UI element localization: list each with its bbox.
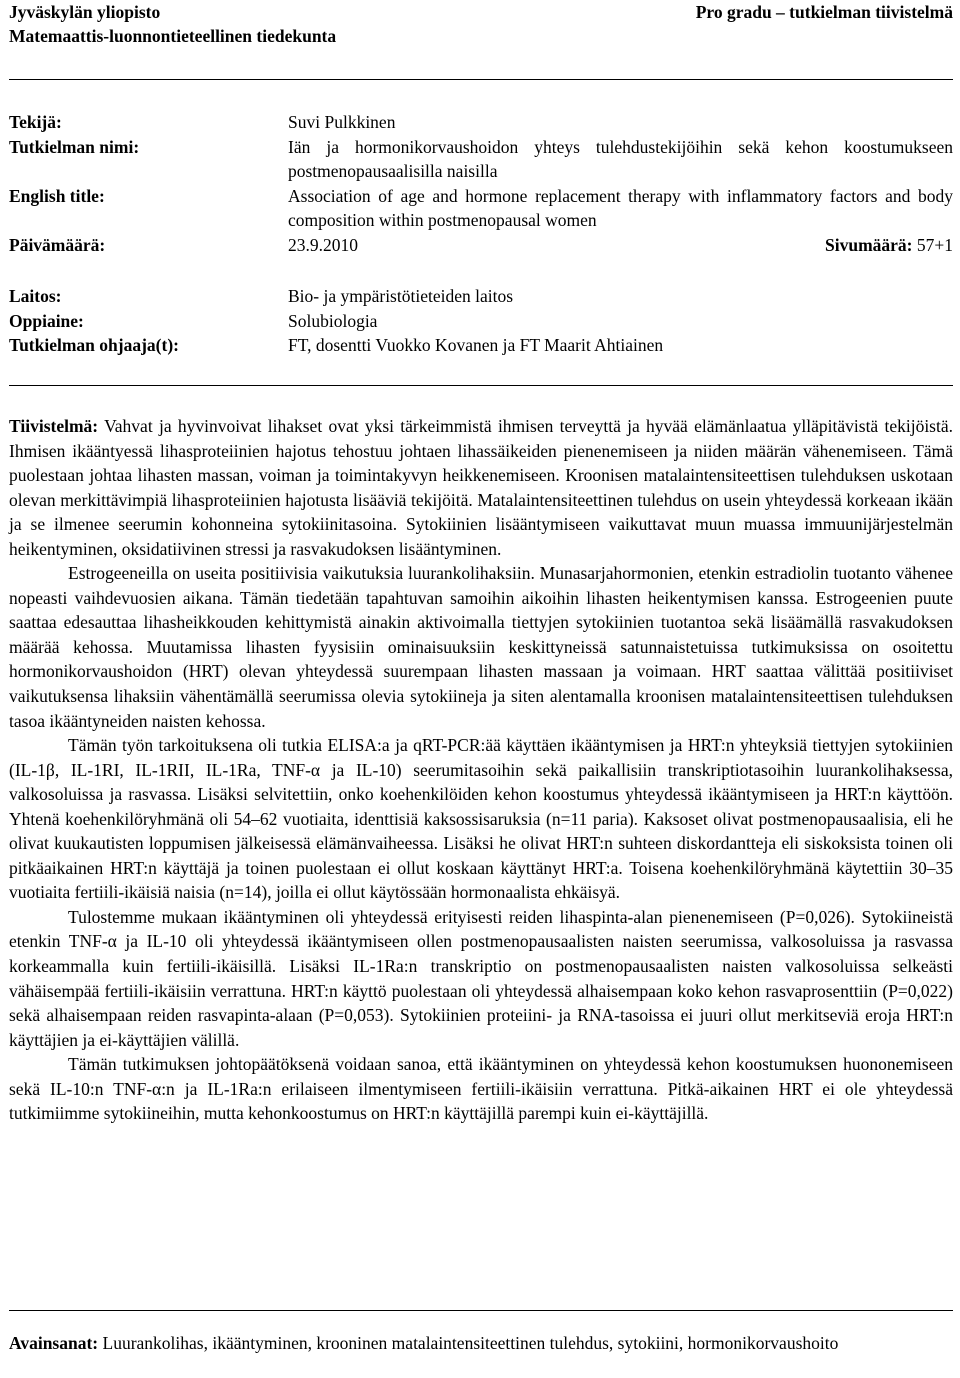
author-name: Suvi Pulkkinen <box>288 112 396 132</box>
abstract-paragraph-3: Tämän työn tarkoituksena oli tutkia ELISA:a ja qRT-PCR:ää käyttäen ikääntymisen ja HRT:n yhteyksiä tiettyjen sytokiinien (IL-1β, IL-1RI, IL-1RII, IL-1Ra, TNF-α ja IL-10) seerumitasoihin sekä paikallisiin transkriptiotasoihin luurankolihaksessa, valkosoluissa ja rasvassa. Lisäksi selvitettiin, onko koehenkilöiden kehon koostumus yhteydessä ikääntymiseen ja HRT:n käyttöön. Yhtenä koehenkilöryhmänä oli 54–62 vuotiaita, identtisiä kaksossisaruksia (n=11 paria). Kaksoset olivat postmenopausaalisia, eli he olivat kuukautisten loppumisen jälkeisessä elämänvaiheessa. Lisäksi he olivat HRT:n suhteen diskordantteja eli siskoksista toinen oli pitkäaikainen HRT:n käyttäjä ja toinen puolestaan ei ollut koskaan käyttänyt HRT:a. Toisena koehenkilöryhmänä käytettiin 30–35 vuotiaita fertiili-ikäisiä naisia (n=14), joilla ei ollut käytössään hormonaalista ehkäisyä. <box>9 735 953 903</box>
date-row <box>9 233 953 258</box>
department-row <box>9 284 953 309</box>
supervisor-row <box>9 333 953 358</box>
bottom-divider <box>9 1310 953 1311</box>
author-row <box>9 110 953 135</box>
page-count <box>825 233 953 258</box>
subject-value: Solubiologia <box>288 310 378 331</box>
thesis-title: Iän ja hormonikorvaushoidon yhteys tulehdustekijöihin sekä kehon koostumukseen postmenopausaalisilla naisilla <box>288 136 953 182</box>
abstract-paragraph-5: Tämän tutkimuksen johtopäätöksenä voidaan sanoa, että ikääntyminen on yhteydessä kehon koostumuksen huononemiseen sekä IL-10:n TNF-α:n ja IL-1Ra:n erilaiseen ilmentymiseen fertiili-ikäisiin verrattuna. Pitkä-aikainen HRT ei ole yhteydessä tutkimiimme sytokiineihin, mutta kehonkoostumus on HRT:n käyttäjillä parempi kuin ei-käyttäjillä. <box>9 1054 953 1124</box>
department-label: Laitos: <box>9 286 62 306</box>
date-value: 23.9.2010 <box>288 234 358 255</box>
document-type: Pro gradu – tutkielman tiivistelmä <box>695 2 953 22</box>
middle-divider <box>9 385 953 386</box>
date-label: Päivämäärä: <box>9 234 106 255</box>
department-info <box>9 284 953 358</box>
page-count-value: 57+1 <box>916 234 953 255</box>
author-label: Tekijä: <box>9 112 62 132</box>
english-title-row <box>9 184 953 233</box>
abstract-label: Tiivistelmä: <box>9 416 99 436</box>
faculty-name: Matemaattis-luonnontieteellinen tiedekunta <box>9 26 337 46</box>
english-title: Association of age and hormone replacement therapy with inflammatory factors and body composition within postmenopausal women <box>288 185 953 231</box>
abstract-paragraph-2: Estrogeeneilla on useita positiivisia vaikutuksia luurankolihaksiin. Munasarjahormonien, etenkin estradiolin tuotanto vähenee nopeasti vaihdevuosien aikana. Tämän tiedetään tapahtuvan samoihin aikoihin lihasten heikentymisen kanssa. Estrogeenien puute saattaa edesauttaa lihasheikkouden kehittymistä ainakin aktivoimalla tiettyjen sytokiinien tuotantoa sekä lisäämällä rasvakudoksen määrää kehossa. Muutamissa lihasten fyysisiin ominaisuuksiin keskittyneissä satunnaistetuissa tutkimuksissa on osoitettu hormonikorvaushoidon (HRT) olevan yhteydessä suurempaan lihasten massaan ja voimaan. HRT saattaa välittää positiiviset vaikutuksensa lihaksiin vähentämällä seerumissa olevia sytokiineja ja siten alentamalla kroonisen matalaintensiteettisen tulehduksen tasoa ikääntyneiden naisten kehossa. <box>9 563 953 731</box>
abstract-paragraph-4: Tulostemme mukaan ikääntyminen oli yhteydessä erityisesti reiden lihaspinta-alan pienenemiseen (P=0,026). Sytokiineistä etenkin TNF-α ja IL-10 oli yhteydessä ikääntymiseen ollen postmenopausaalisten naisten seerumissa, valkosoluissa ja rasvassa korkeammalla kuin fertiili-ikäisillä. Lisäksi IL-1Ra:n transkriptio on postmenopausaalisten naisten valkosoluissa selkeästi vähäisempää fertiili-ikäisiin verrattuna. HRT:n käyttö puolestaan oli yhteydessä alhaisempaan koko kehon rasvaprosenttiin (P=0,022) sekä alhaisempaan reiden rasvapinta-alaan (P=0,053). Sytokiinien proteiini- ja RNA-tasoissa ei juuri ollut merkitseviä eroja HRT:n käyttäjien ja ei-käyttäjien välillä. <box>9 906 953 1050</box>
subject-row <box>9 309 953 334</box>
thesis-abstract-page <box>9 0 953 1353</box>
title-label: Tutkielman nimi: <box>9 136 140 157</box>
thesis-info <box>9 110 953 258</box>
university-name: Jyväskylän yliopisto <box>9 2 161 22</box>
supervisor-value: FT, dosentti Vuokko Kovanen ja FT Maarit Ahtiainen <box>288 335 664 356</box>
keywords-value: Luurankolihas, ikääntyminen, krooninen matalaintensiteettinen tulehdus, sytokiini, hormonikorvaushoito <box>102 1333 839 1353</box>
abstract-paragraph <box>9 414 953 561</box>
abstract-section <box>9 414 953 1126</box>
keywords-section <box>9 1331 953 1356</box>
abstract-paragraph-1: Vahvat ja hyvinvoivat lihakset ovat yksi tärkeimmistä ihmisen terveyttä ja hyvää elämänlaatua ylläpitävistä tekijöistä. Ihmisen ikääntyessä lihasproteiinien hajotus tehostuu johtaen lihassäikeiden pienenemiseen ja niiden määrän vähenemiseen. Tämä puolestaan johtaa lihasten massan, voiman ja toimintakyvyn heikkenemiseen. Kroonisen matalaintensiteettisen tulehduksen uskotaan olevan merkittävimpiä lihasproteiinien hajotusta lisääviä tekijöitä. Matalaintensiteettinen tulehdus on usein yhteydessä korkeaan ikään ja se ilmenee seerumin kohonneina sytokiinitasoina. Sytokiinien lisääntymiseen vaikuttavat muun muassa immuunijärjestelmän heikentyminen, oksidatiivinen stressi ja rasvakudoksen lisääntyminen. <box>9 416 953 559</box>
top-divider <box>9 79 953 80</box>
title-row <box>9 135 953 184</box>
page-header <box>9 0 953 60</box>
supervisor-label: Tutkielman ohjaaja(t): <box>9 335 179 356</box>
english-title-label: English title: <box>9 185 105 206</box>
page-count-label: Sivumäärä: <box>825 234 913 255</box>
department-value: Bio- ja ympäristötieteiden laitos <box>288 286 514 306</box>
keywords-label: Avainsanat: <box>9 1333 99 1353</box>
subject-label: Oppiaine: <box>9 310 84 331</box>
